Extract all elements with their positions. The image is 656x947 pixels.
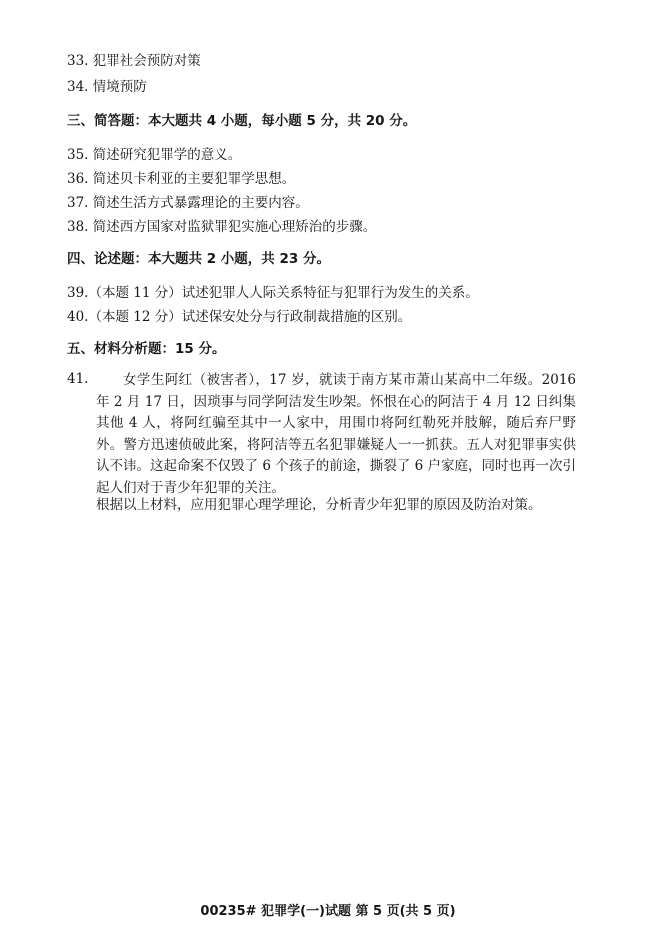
- question-40: 40.（本题 12 分）试述保安处分与行政制裁措施的区别。: [67, 309, 412, 325]
- question-35: 35. 简述研究犯罪学的意义。: [67, 147, 242, 163]
- question-36: 36. 简述贝卡利亚的主要犯罪学思想。: [67, 171, 296, 187]
- section-heading-short-answer: 三、简答题：本大题共 4 小题，每小题 5 分，共 20 分。: [67, 113, 417, 129]
- question-34: 34. 情境预防: [67, 79, 147, 95]
- question-41-number: 41.: [67, 371, 89, 387]
- question-41-task: 根据以上材料，应用犯罪心理学理论，分析青少年犯罪的原因及防治对策。: [96, 497, 542, 513]
- section-heading-material-analysis: 五、材料分析题：15 分。: [67, 341, 226, 357]
- section-heading-essay: 四、论述题：本大题共 2 小题，共 23 分。: [67, 251, 330, 267]
- question-37: 37. 简述生活方式暴露理论的主要内容。: [67, 195, 309, 211]
- question-41-material: 女学生阿红（被害者），17 岁，就读于南方某市萧山某高中二年级。2016 年 2 月 17 日，因琐事与同学阿洁发生吵架。怀恨在心的阿洁于 4 月 12 日纠集其他 4 人，将阿红骗至其中一人家中，用围巾将阿红勒死并肢解，随后弃尸野外。警方迅速侦破此案，将阿洁等五名犯罪嫌疑人一一抓获。五人对犯罪事实供认不讳。这起命案不仅毁了 6 个孩子的前途，撕裂了 6 户家庭，同时也再一次引起人们对于青少年犯罪的关注。: [96, 372, 576, 496]
- page-footer: 00235# 犯罪学(一)试题 第 5 页(共 5 页): [200, 904, 456, 919]
- question-39: 39.（本题 11 分）试述犯罪人人际关系特征与犯罪行为发生的关系。: [67, 285, 479, 301]
- question-38: 38. 简述西方国家对监狱罪犯实施心理矫治的步骤。: [67, 219, 377, 235]
- question-33: 33. 犯罪社会预防对策: [67, 53, 201, 69]
